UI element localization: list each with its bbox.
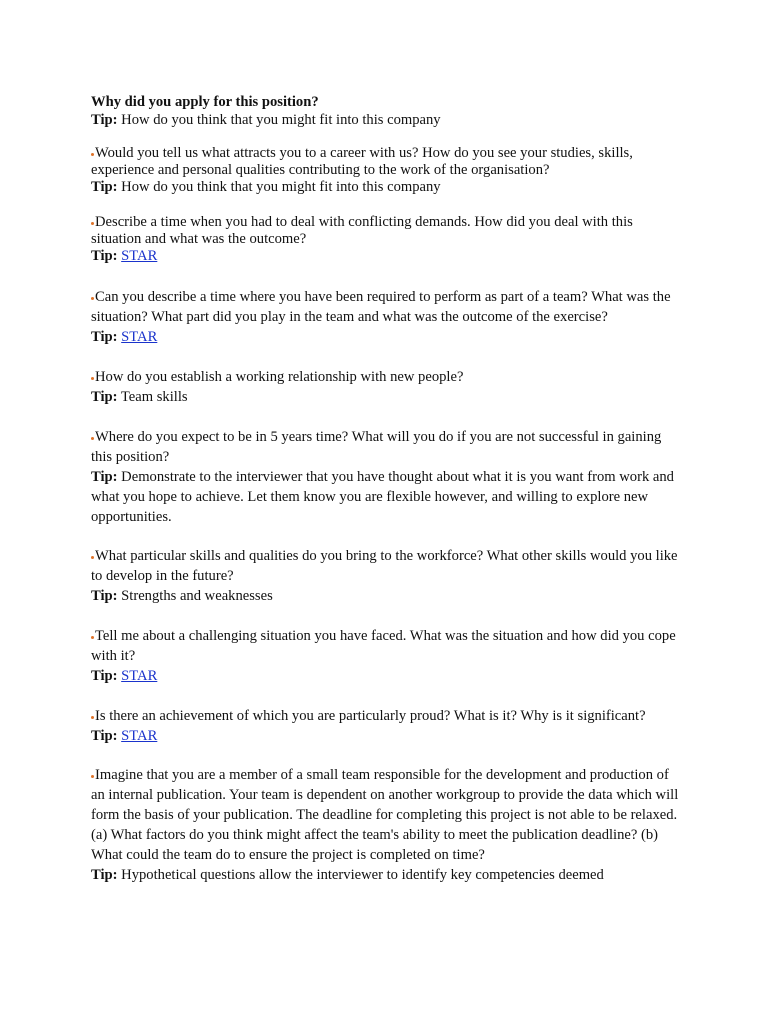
- tip-text: Strengths and weaknesses: [121, 588, 273, 604]
- star-link[interactable]: STAR: [121, 329, 158, 345]
- bullet-icon: [91, 636, 94, 639]
- question-item: [91, 706, 681, 746]
- question-text: Is there an achievement of which you are particularly proud? What is it? Why is it significant?: [91, 706, 681, 726]
- tip-label: Tip:: [91, 728, 118, 744]
- question-item: [91, 214, 681, 265]
- question-tip: [91, 865, 681, 885]
- tip-text: Hypothetical questions allow the interviewer to identify key competencies deemed: [121, 867, 604, 883]
- question-tip: [91, 666, 681, 686]
- question-tip: [91, 248, 681, 265]
- intro-block: [91, 93, 681, 129]
- question-item: [91, 367, 681, 407]
- question-text: Where do you expect to be in 5 years time? What will you do if you are not successful in gaining this position?: [91, 429, 662, 465]
- tip-text: Team skills: [120, 389, 188, 405]
- question-text: What particular skills and qualities do you bring to the workforce? What other skills would you like to develop in the future?: [91, 548, 678, 584]
- bullet-icon: [91, 716, 94, 719]
- question-text: How do you establish a working relationship with new people?: [91, 367, 681, 387]
- tip-label: Tip:: [91, 389, 118, 405]
- question-tip: [91, 467, 681, 527]
- tip-label: Tip:: [91, 179, 118, 195]
- bullet-icon: [91, 297, 94, 300]
- star-link[interactable]: STAR: [121, 728, 158, 744]
- question-item: [91, 765, 681, 885]
- bullet-icon: [91, 377, 94, 380]
- star-link[interactable]: STAR: [121, 668, 158, 684]
- question-tip: [91, 387, 681, 407]
- tip-text: How do you think that you might fit into this company: [121, 112, 441, 128]
- star-link[interactable]: STAR: [121, 248, 158, 264]
- question-item: [91, 145, 681, 196]
- question-text: Describe a time when you had to deal with conflicting demands. How did you deal with this situation and what was the outcome?: [91, 214, 633, 247]
- bullet-icon: [91, 153, 94, 156]
- tip-label: Tip:: [91, 588, 118, 604]
- question-tip: [91, 586, 681, 606]
- bullet-icon: [91, 775, 94, 778]
- tip-label: Tip:: [91, 668, 118, 684]
- question-item: [91, 626, 681, 686]
- question-text: Imagine that you are a member of a small team responsible for the development and production of an internal publication. Your team is dependent on another workgroup to provide the data which will form the basis of your publication. The deadline for completing this project is not able to be relaxed. (a) What factors do you think might affect the team's ability to meet the publication deadline? (b) What could the team do to ensure the project is completed on time?: [91, 767, 679, 863]
- question-tip: [91, 179, 681, 196]
- question-item: [91, 287, 681, 347]
- intro-tip: [91, 111, 681, 129]
- bullet-icon: [91, 437, 94, 440]
- tip-text: How do you think that you might fit into this company: [121, 179, 441, 195]
- question-tip: [91, 726, 681, 746]
- bullet-icon: [91, 222, 94, 225]
- question-item: [91, 546, 681, 606]
- tip-label: Tip:: [91, 867, 118, 883]
- tip-label: Tip:: [91, 329, 118, 345]
- tip-label: Tip:: [91, 469, 118, 485]
- question-text: Would you tell us what attracts you to a career with us? How do you see your studies, skills, experience and personal qualities contributing to the work of the organisation?: [91, 145, 633, 178]
- question-item: [91, 427, 681, 527]
- question-text: Can you describe a time where you have been required to perform as part of a team? What was the situation? What part did you play in the team and what was the outcome of the exercise?: [91, 289, 671, 325]
- tip-label: Tip:: [91, 112, 118, 128]
- question-tip: [91, 327, 681, 347]
- tip-text: Demonstrate to the interviewer that you have thought about what it is you want from work and what you hope to achieve. Let them know you are flexible however, and willing to explore new opportunities.: [91, 469, 674, 525]
- bullet-icon: [91, 556, 94, 559]
- tip-label: Tip:: [91, 248, 118, 264]
- intro-question: Why did you apply for this position?: [91, 94, 319, 110]
- question-text: Tell me about a challenging situation you have faced. What was the situation and how did you cope with it?: [91, 628, 676, 664]
